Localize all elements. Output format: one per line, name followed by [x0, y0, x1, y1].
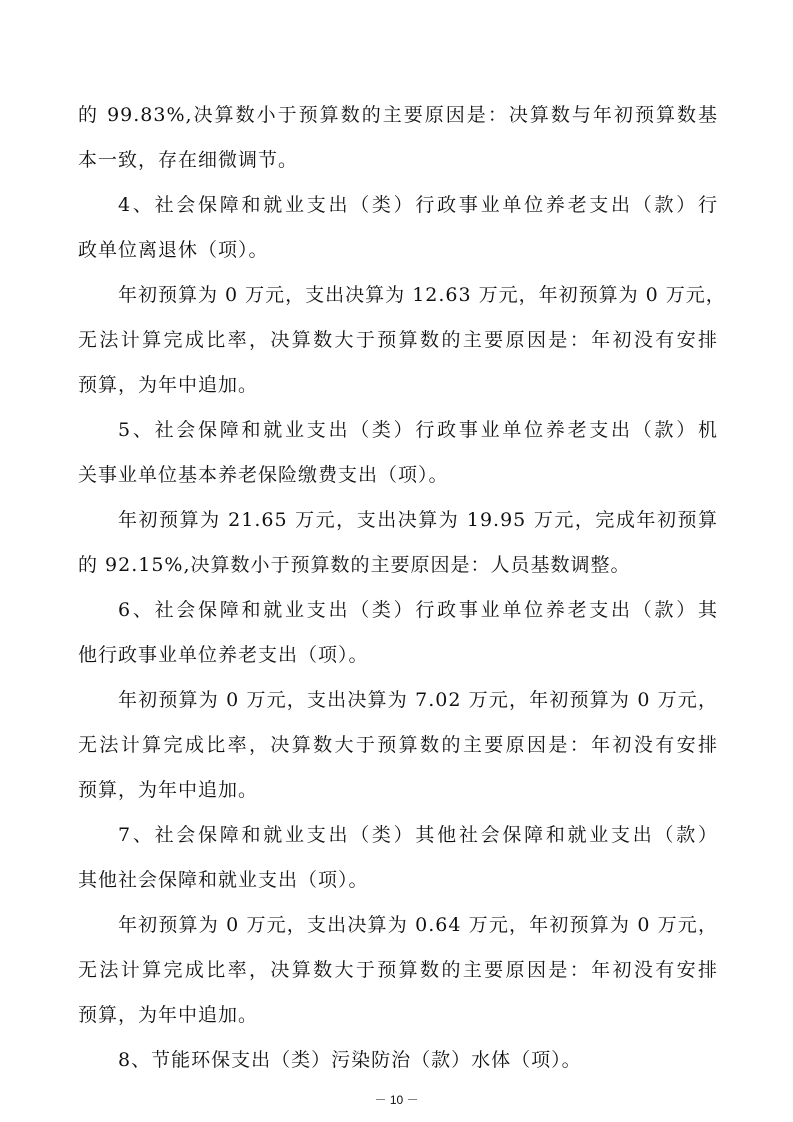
- text-line: 预算，为年中追加。: [78, 1004, 259, 1026]
- text-line: 预算，为年中追加。: [78, 374, 259, 396]
- text-line: 政单位离退休（项）。: [78, 239, 269, 261]
- text-line: 预算，为年中追加。: [78, 779, 259, 801]
- text-line: 关事业单位基本养老保险缴费支出（项）。: [78, 464, 449, 486]
- text-line: 的 92.15%,决算数小于预算数的主要原因是：人员基数调整。: [78, 554, 631, 576]
- text-line: 6、社会保障和就业支出（类）行政事业单位养老支出（款）其: [118, 599, 718, 621]
- text-line: 年初预算为 0 万元，支出决算为 7.02 万元，年初预算为 0 万元，: [118, 689, 718, 711]
- text-line: 他行政事业单位养老支出（项）。: [78, 644, 369, 666]
- page-number: － 10 －: [374, 1093, 419, 1107]
- text-line: 无法计算完成比率，决算数大于预算数的主要原因是：年初没有安排: [78, 959, 718, 981]
- text-line: 年初预算为 0 万元，支出决算为 12.63 万元，年初预算为 0 万元，: [118, 284, 726, 306]
- text-line: 5、社会保障和就业支出（类）行政事业单位养老支出（款）机: [118, 419, 718, 441]
- text-line: 的 99.83%,决算数小于预算数的主要原因是：决算数与年初预算数基: [78, 104, 718, 126]
- text-line: 其他社会保障和就业支出（项）。: [78, 869, 369, 891]
- text-line: 8、节能环保支出（类）污染防治（款）水体（项）。: [118, 1049, 582, 1071]
- text-line: 无法计算完成比率，决算数大于预算数的主要原因是：年初没有安排: [78, 734, 718, 756]
- text-line: 年初预算为 21.65 万元，支出决算为 19.95 万元，完成年初预算: [118, 509, 718, 531]
- text-line: 4、社会保障和就业支出（类）行政事业单位养老支出（款）行: [118, 194, 718, 216]
- text-line: 本一致，存在细微调节。: [78, 149, 299, 171]
- text-line: 无法计算完成比率，决算数大于预算数的主要原因是：年初没有安排: [78, 329, 718, 351]
- text-line: 7、社会保障和就业支出（类）其他社会保障和就业支出（款）: [118, 824, 718, 846]
- text-line: 年初预算为 0 万元，支出决算为 0.64 万元，年初预算为 0 万元，: [118, 914, 718, 936]
